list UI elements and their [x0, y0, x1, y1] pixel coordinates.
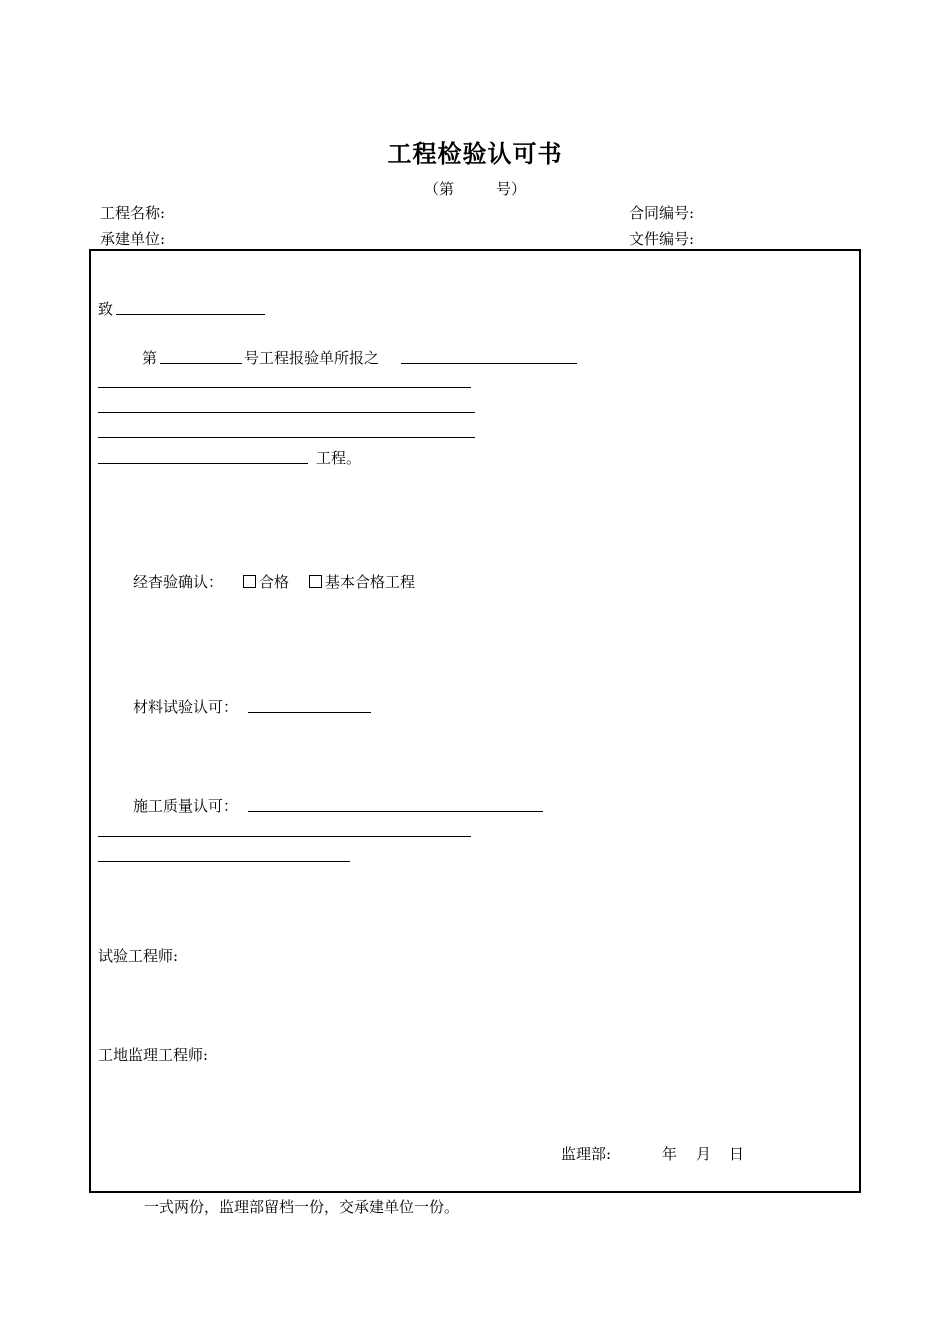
pass-checkbox[interactable] [243, 575, 256, 588]
construction-field-line-1[interactable] [248, 811, 543, 812]
project-field-line-5[interactable] [98, 463, 308, 464]
construction-field-line-2[interactable] [98, 836, 471, 837]
project-field-line-4[interactable] [98, 437, 475, 438]
site-engineer-label: 工地监理工程师: [98, 1046, 209, 1064]
to-label: 致 [98, 300, 114, 318]
contract-no-label: 合同编号: [629, 204, 695, 222]
file-no-label: 文件编号: [629, 230, 695, 248]
report-number-field[interactable] [160, 363, 242, 364]
construction-field-line-3[interactable] [98, 861, 350, 862]
project-name-label: 工程名称: [100, 204, 166, 222]
report-middle-text: 号工程报验单所报之 [244, 349, 380, 367]
contractor-label: 承建单位: [100, 230, 166, 248]
project-field-line-2[interactable] [98, 387, 471, 388]
document-number [0, 178, 950, 199]
project-field-line-1[interactable] [401, 363, 577, 364]
test-engineer-label: 试验工程师: [98, 947, 179, 965]
option-pass-label: 合格 [259, 573, 290, 591]
project-field-line-3[interactable] [98, 412, 475, 413]
day-label: 日 [729, 1145, 745, 1163]
number-prefix: （第 [423, 180, 454, 198]
construction-label: 施工质量认可： [133, 797, 239, 815]
option-pass[interactable] [243, 571, 289, 592]
month-label: 月 [696, 1145, 712, 1163]
to-recipient-field[interactable] [116, 314, 265, 315]
option-basic-pass[interactable] [309, 571, 415, 592]
page-title: 工程检验认可书 [387, 140, 563, 168]
year-label: 年 [662, 1145, 678, 1163]
report-prefix: 第 [142, 349, 158, 367]
dept-label: 监理部: [561, 1145, 612, 1163]
basic-pass-checkbox[interactable] [309, 575, 322, 588]
material-label: 材料试验认可： [133, 698, 239, 716]
footer-note: 一式两份，监理部留档一份，交承建单位一份。 [144, 1198, 460, 1216]
project-suffix: 工程。 [316, 449, 362, 467]
material-field[interactable] [248, 712, 371, 713]
number-suffix: 号） [496, 180, 527, 198]
option-basic-pass-label: 基本合格工程 [325, 573, 416, 591]
inspection-label: 经杳验确认： [133, 573, 224, 591]
